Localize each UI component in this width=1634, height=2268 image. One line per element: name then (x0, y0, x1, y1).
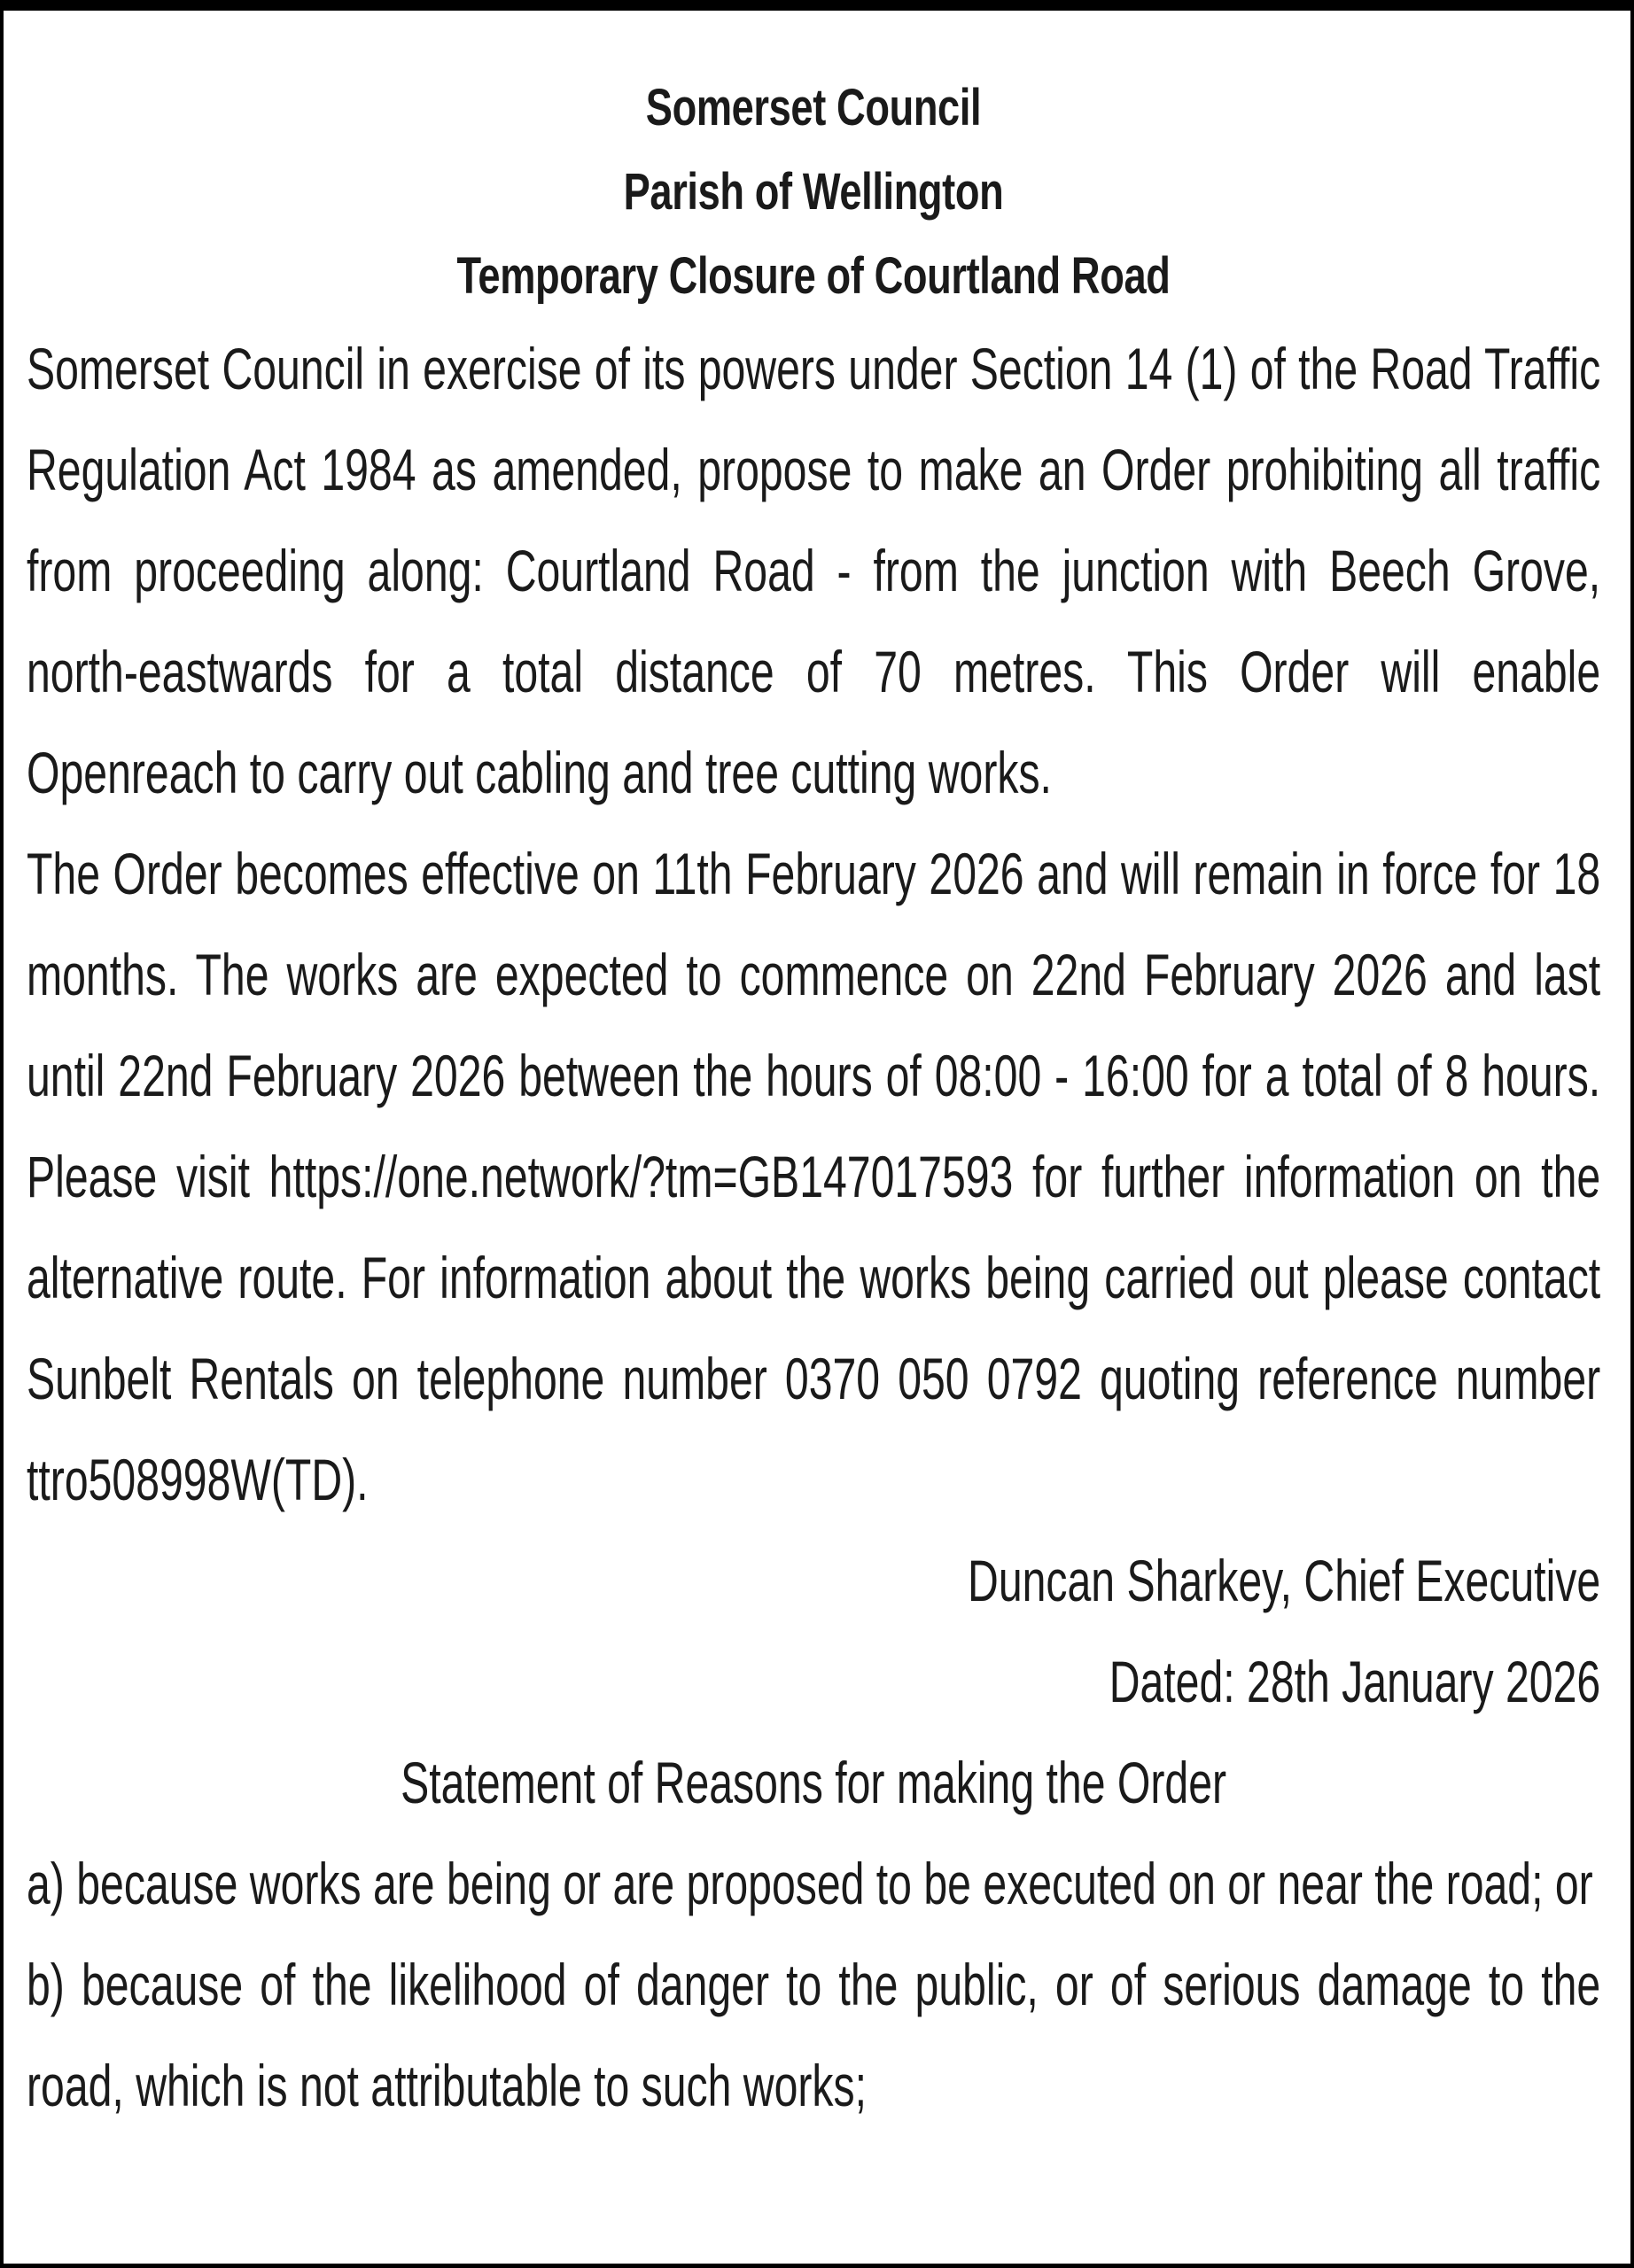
council-heading: Somerset Council (645, 79, 982, 136)
signatory: Duncan Sharkey, Chief Executive (968, 1548, 1601, 1613)
notice-text-block (27, 318, 1600, 2136)
notice-body (27, 318, 1600, 2136)
reason-item-a: a) because works are being or are proposed to be executed on or near the road; or (27, 1851, 1593, 1916)
date-line: Dated: 28th January 2026 (1109, 1649, 1601, 1714)
notice-header (27, 66, 1600, 318)
reasons-title: Statement of Reasons for making the Order (401, 1750, 1227, 1815)
notice-title: Temporary Closure of Courtland Road (456, 247, 1171, 305)
parish-heading: Parish of Wellington (623, 163, 1004, 221)
order-paragraph: Somerset Council in exercise of its powers under Section 14 (1) of the Road Traffic Regulation Act 1984 as amended, propose to make an Order prohibiting all traffic from proceeding along: Courtland Road - from the junction with Beech Grove, north-eastwards for a total distance of 70 metres. This Order will enable Openreach to carry out cabling and tree cutting works. (27, 336, 1601, 805)
reason-item-b: b) because of the likelihood of danger to the public, or of serious damage to the road, which is not attributable to such works; (27, 1952, 1601, 2118)
effective-paragraph: The Order becomes effective on 11th February 2026 and will remain in force for 18 months. The works are expected to commence on 22nd February 2026 and last until 22nd February 2026 between the hours of 08:00 - 16:00 for a total of 8 hours. Please visit https://one.network/?tm=GB147017593 for further information on the alternative route. For information about the works being carried out please contact Sunbelt Rentals on telephone number 0370 050 0792 quoting reference number ttro508998W(TD). (27, 841, 1601, 1512)
